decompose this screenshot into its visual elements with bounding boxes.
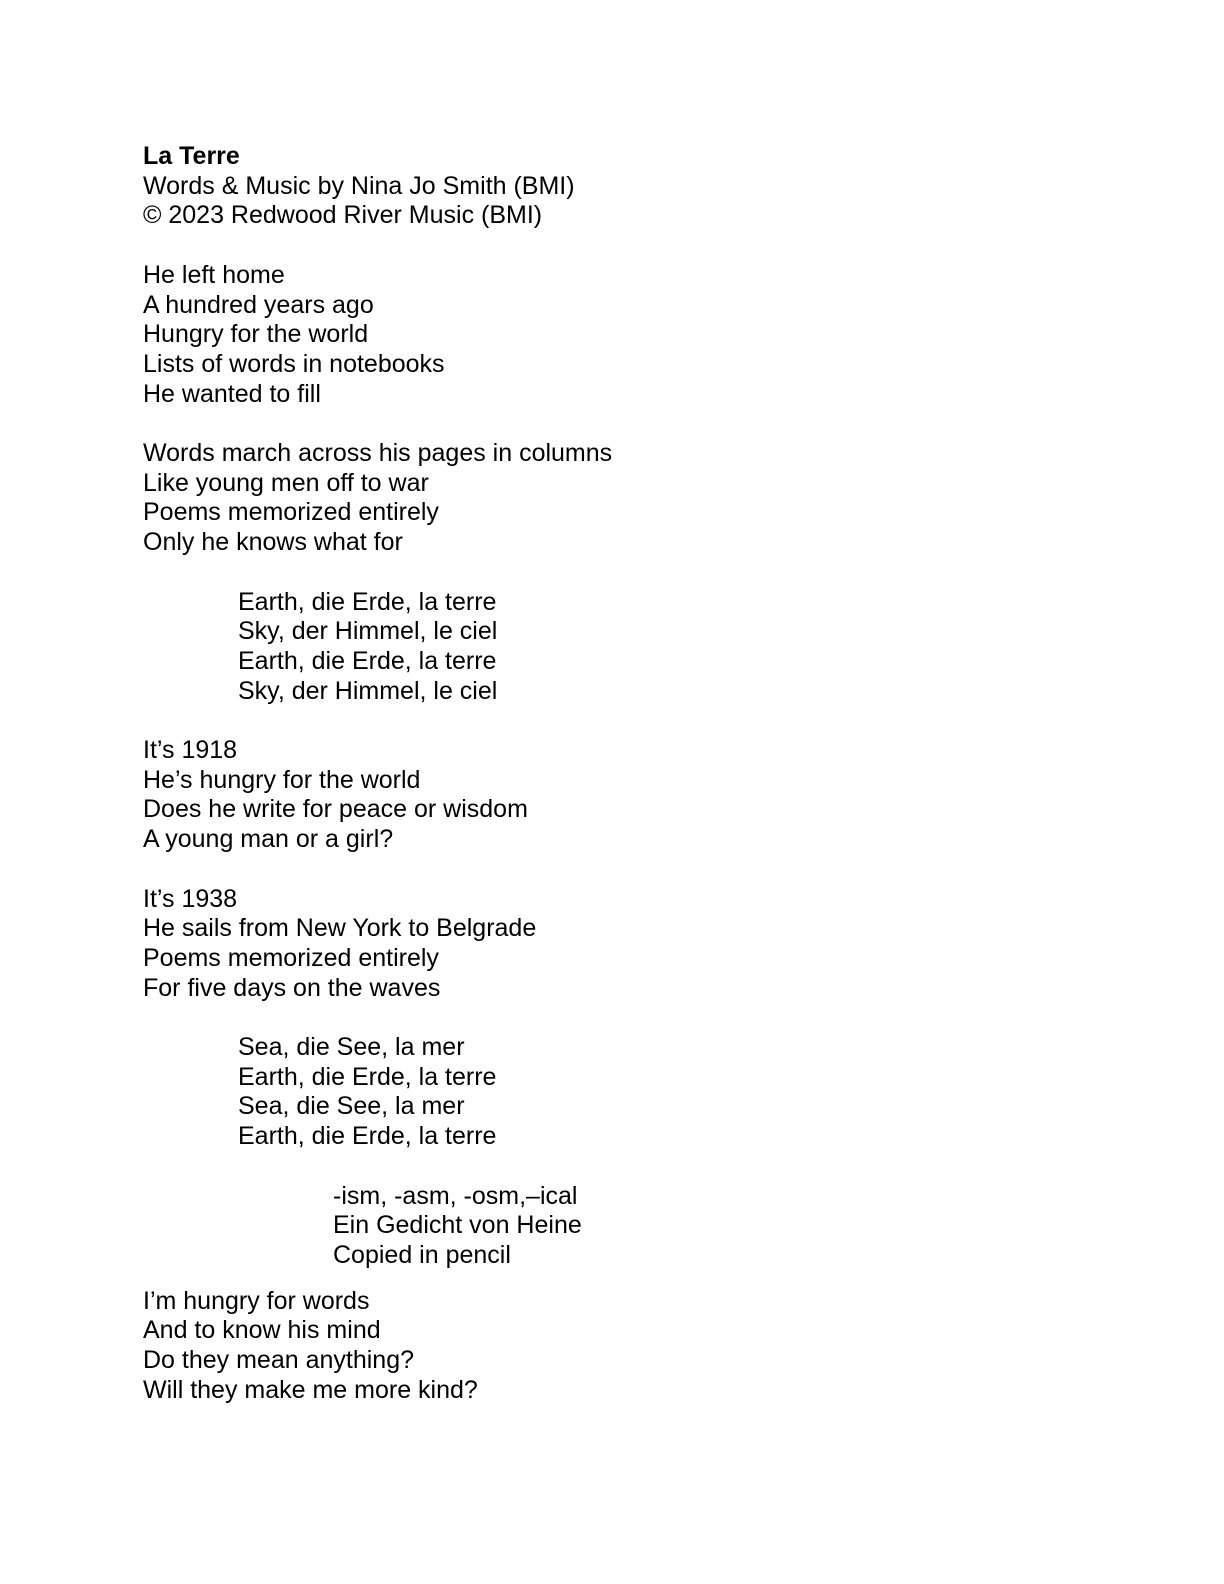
lyric-line: Earth, die Erde, la terre [238, 587, 497, 616]
bridge [143, 1182, 1143, 1271]
lyric-line: He’s hungry for the world [143, 765, 421, 794]
lyric-line: Sky, der Himmel, le ciel [238, 617, 498, 646]
verse-5 [143, 1287, 1143, 1406]
lyric-line: Does he write for peace or wisdom [143, 795, 528, 824]
lyric-line: Words march across his pages in columns [143, 439, 613, 467]
lyric-line: Will they make me more kind? [143, 1375, 478, 1404]
lyric-line: Sky, der Himmel, le ciel [238, 676, 498, 705]
lyric-line: Earth, die Erde, la terre [238, 1062, 497, 1091]
lyric-line: For five days on the waves [143, 973, 441, 1002]
lyric-line: Ein Gedicht von Heine [333, 1211, 582, 1240]
lyric-line: It’s 1918 [143, 736, 238, 764]
lyric-line: Sea, die See, la mer [238, 1033, 465, 1061]
lyric-line: A hundred years ago [143, 290, 374, 319]
lyric-line: Lists of words in notebooks [143, 349, 445, 378]
lyric-line: It’s 1938 [143, 884, 238, 913]
lyric-line: Sea, die See, la mer [238, 1092, 465, 1121]
lyric-line: Copied in pencil [333, 1240, 511, 1269]
song-credits: Words & Music by Nina Jo Smith (BMI) [143, 171, 575, 200]
chorus-1 [143, 588, 1143, 707]
lyrics-document [143, 142, 1143, 1435]
lyric-line: He wanted to fill [143, 379, 321, 408]
lyric-line: Hungry for the world [143, 320, 369, 349]
lyric-line: He sails from New York to Belgrade [143, 914, 537, 943]
chorus-2 [143, 1033, 1143, 1152]
lyric-line: Like young men off to war [143, 468, 429, 497]
lyric-line: Earth, die Erde, la terre [238, 646, 497, 675]
verse-4 [143, 885, 1143, 1004]
lyric-line: Poems memorized entirely [143, 498, 439, 527]
lyric-line: Only he knows what for [143, 528, 403, 557]
lyric-line: He left home [143, 260, 285, 289]
lyric-line: A young man or a girl? [143, 825, 394, 854]
lyric-line: I’m hungry for words [143, 1286, 370, 1315]
verse-2 [143, 439, 1143, 558]
verse-1 [143, 261, 1143, 410]
lyric-line: Poems memorized entirely [143, 943, 439, 972]
song-header [143, 142, 1143, 231]
song-title: La Terre [143, 142, 240, 170]
lyric-line: Earth, die Erde, la terre [238, 1122, 497, 1151]
lyric-line: Do they mean anything? [143, 1346, 415, 1375]
song-copyright: © 2023 Redwood River Music (BMI) [143, 201, 543, 230]
lyric-line: And to know his mind [143, 1316, 381, 1345]
lyric-line: -ism, -asm, -osm,–ical [333, 1181, 578, 1210]
verse-3 [143, 736, 1143, 855]
